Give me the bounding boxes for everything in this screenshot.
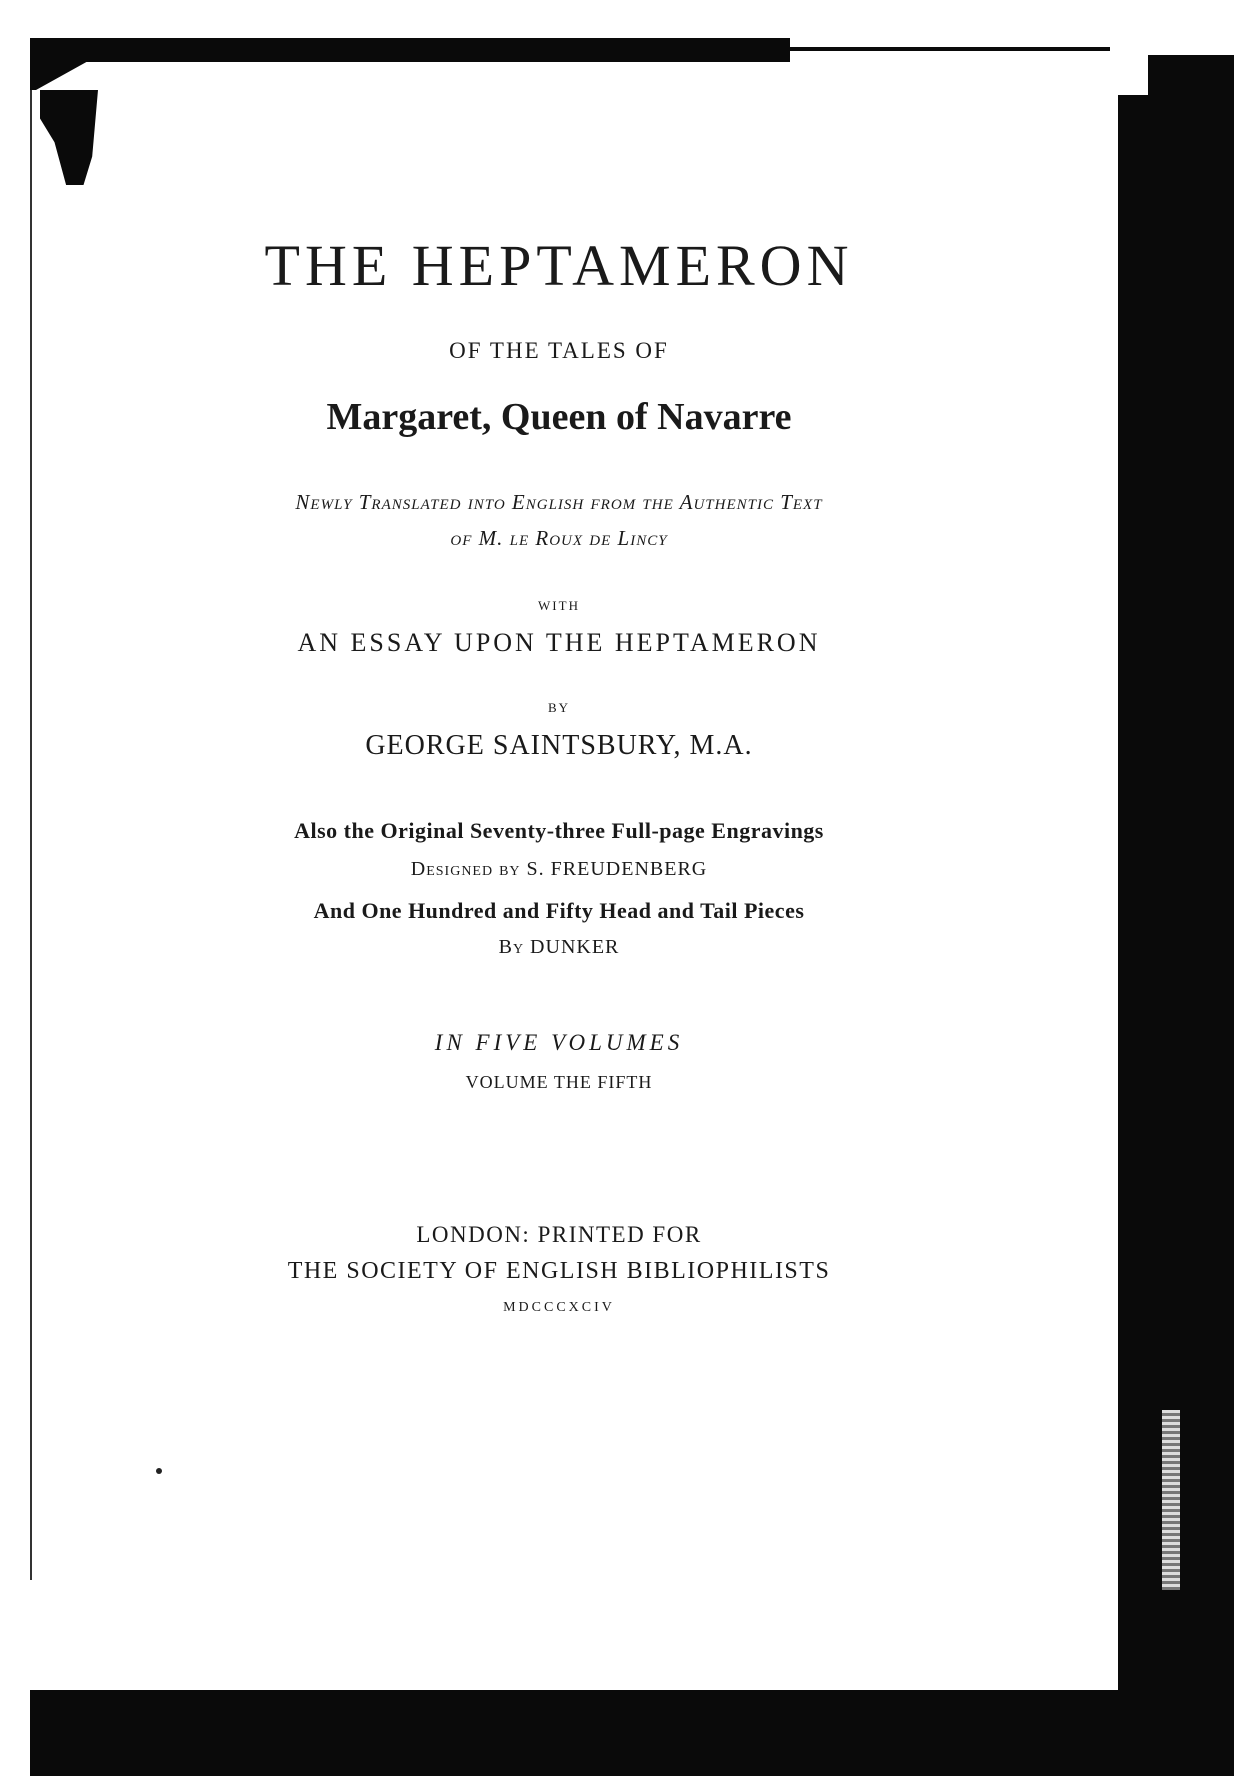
volume-count: IN FIVE VOLUMES (434, 1030, 684, 1055)
illustrations-designer: Designed by S. FREUDENBERG (410, 858, 708, 880)
scan-dot (156, 1468, 162, 1474)
translation-note-line2: of M. le Roux de Lincy (450, 526, 668, 550)
title-subheading: OF THE TALES OF (449, 338, 669, 363)
book-title: THE HEPTAMERON (264, 233, 854, 298)
scan-bookmark-mark (40, 90, 98, 185)
illustrations-line2: And One Hundred and Fifty Head and Tail Pieces (313, 898, 805, 923)
scan-edge-top-right (790, 47, 1110, 51)
illustrations-artist: By DUNKER (498, 936, 620, 958)
scan-edge-top (30, 38, 790, 62)
translation-note-line1: Newly Translated into English from the Authentic Text (295, 490, 823, 514)
scan-edge-bottom (30, 1690, 1234, 1776)
imprint-line2: THE SOCIETY OF ENGLISH BIBLIOPHILISTS (287, 1258, 831, 1284)
by-label: BY (547, 700, 571, 715)
imprint-line1: LONDON: PRINTED FOR (416, 1222, 702, 1247)
publication-date: MDCCCXCIV (503, 1300, 615, 1315)
scan-edge-right-notch (1118, 55, 1148, 95)
essay-title: AN ESSAY UPON THE HEPTAMERON (297, 628, 821, 657)
with-label: WITH (538, 598, 580, 613)
scan-speckle (1162, 1410, 1180, 1590)
scan-corner-mark (30, 60, 90, 90)
volume-number: VOLUME THE FIFTH (465, 1072, 653, 1092)
subject-name: Margaret, Queen of Navarre (326, 396, 792, 438)
illustrations-line1: Also the Original Seventy-three Full-page Engravings (294, 818, 824, 843)
author-name: GEORGE SAINTSBURY, M.A. (365, 730, 753, 761)
